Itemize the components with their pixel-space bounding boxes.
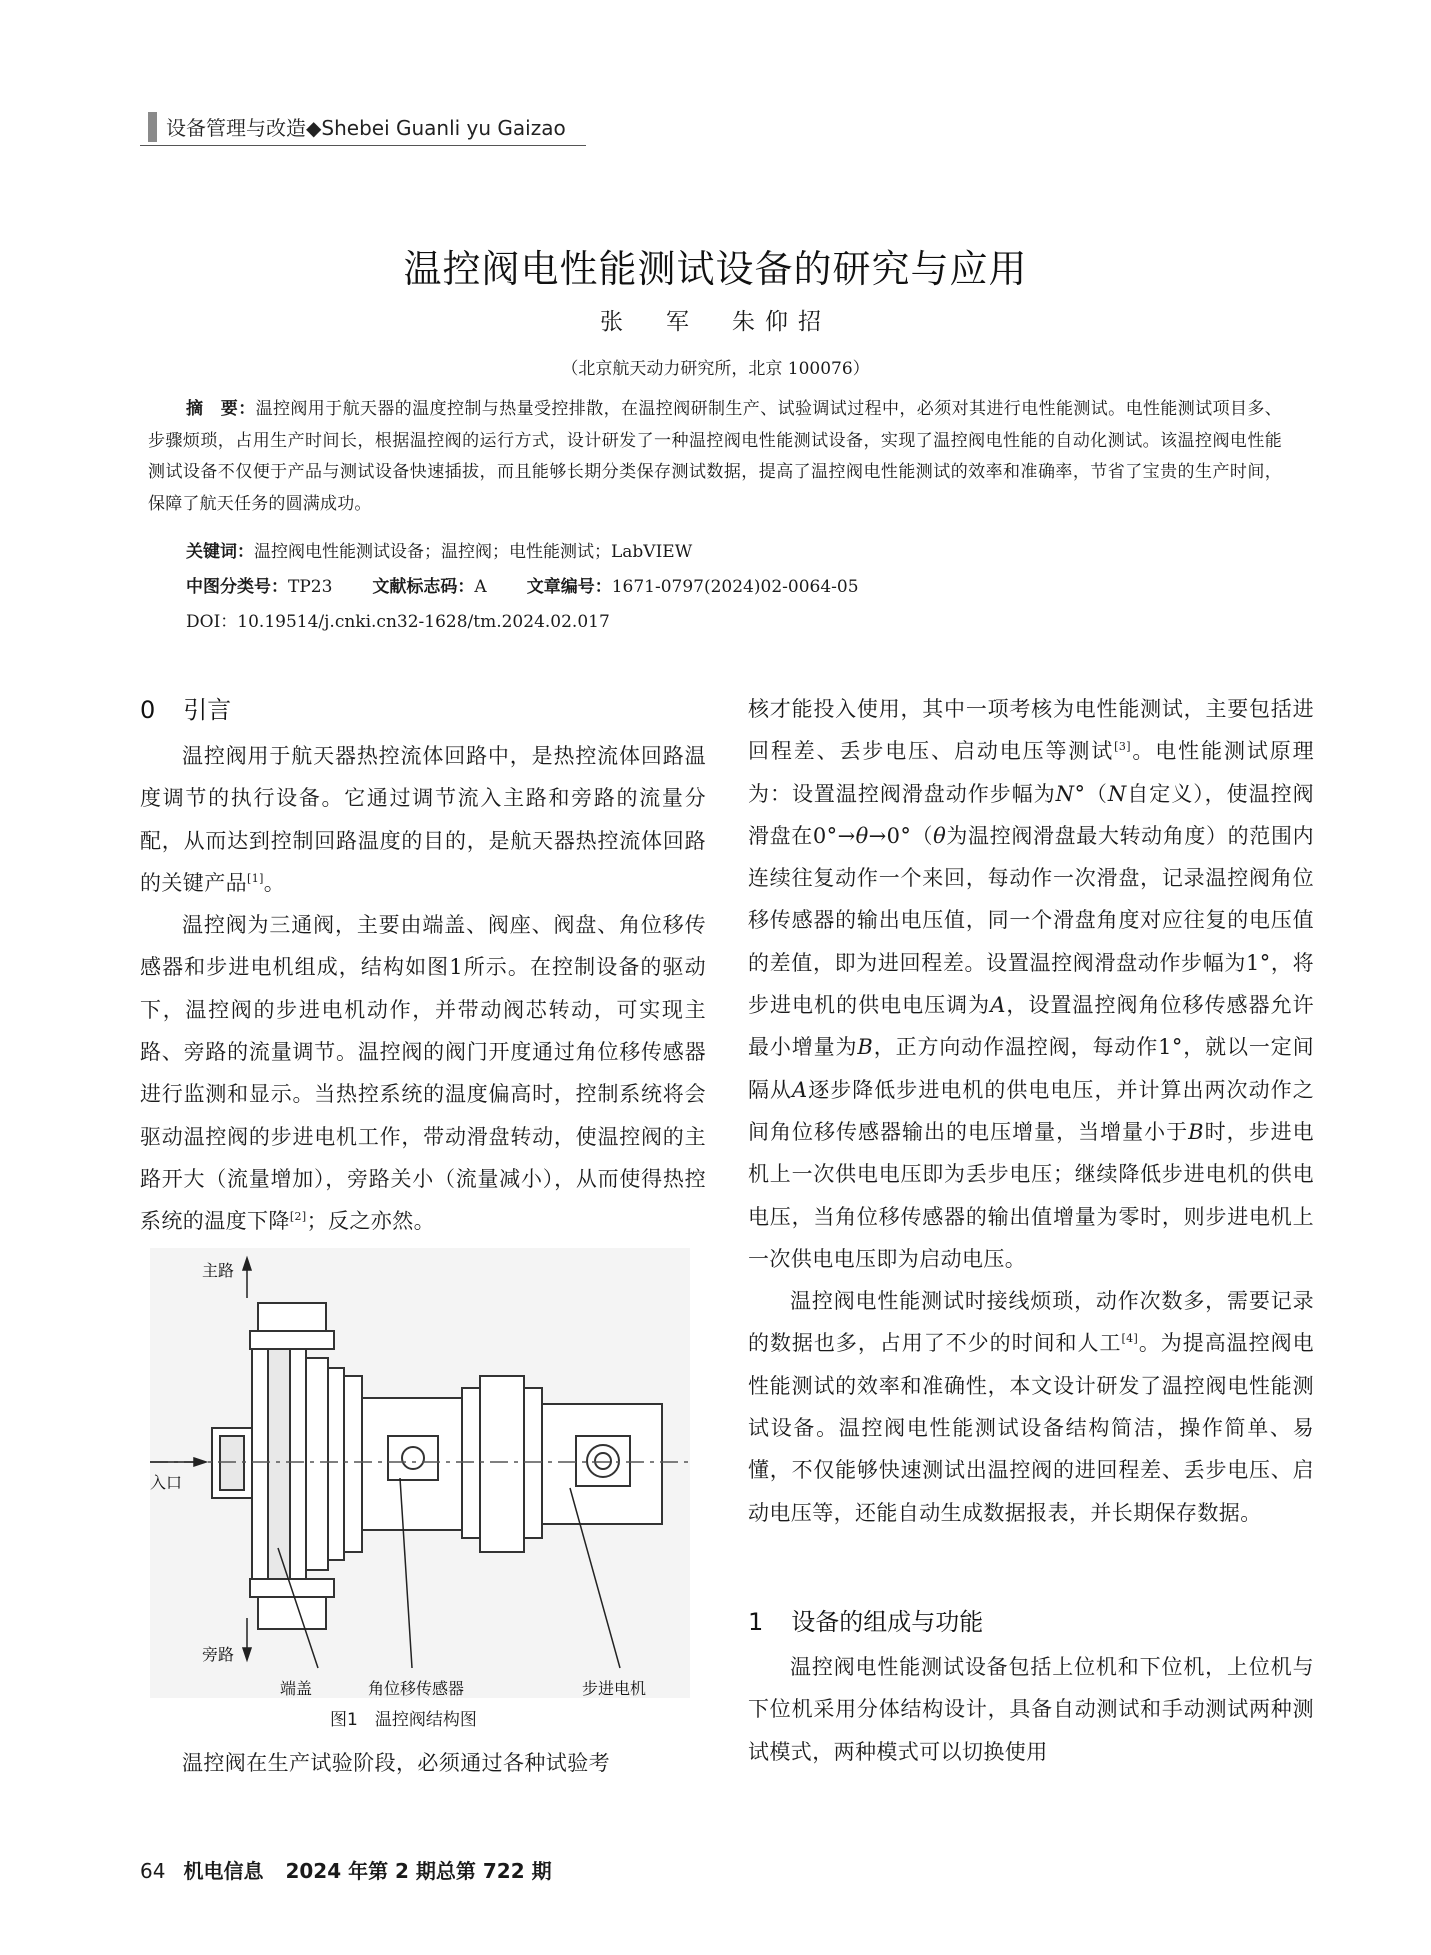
- citation[interactable]: [2]: [289, 1210, 307, 1224]
- label-main-path: 主路: [202, 1261, 235, 1280]
- header-pinyin: Shebei Guanli yu Gaizao: [321, 116, 566, 140]
- section-1-heading: [748, 1602, 983, 1637]
- section-1-number: 1: [748, 1608, 764, 1636]
- doi-value: 10.19514/j.cnki.cn32-1628/tm.2024.02.017: [237, 612, 610, 632]
- section-0-heading: [140, 690, 231, 725]
- right-column-text: [748, 688, 1314, 1534]
- section-0-number: 0: [140, 696, 156, 724]
- keywords-text: 温控阀电性能测试设备；温控阀；电性能测试；LabVIEW: [254, 542, 693, 562]
- page-footer: [140, 1855, 552, 1884]
- figure-caption: 图1 温控阀结构图: [330, 1710, 477, 1730]
- left-column-text: [140, 735, 706, 1243]
- right-column-tail: [748, 1646, 1314, 1773]
- article-no-label: 文章编号：: [526, 577, 612, 597]
- label-end-cap: 端盖: [280, 1679, 313, 1698]
- label-angular-sensor: 角位移传感器: [368, 1679, 465, 1698]
- header-section: 设备管理与改造: [166, 116, 306, 140]
- page-number: 64: [140, 1859, 166, 1883]
- clc-label: 中图分类号：: [186, 577, 288, 597]
- citation[interactable]: [3]: [1114, 740, 1131, 754]
- issue-info: 2024 年第 2 期总第 722 期: [285, 1859, 552, 1883]
- citation[interactable]: [4]: [1121, 1332, 1139, 1346]
- paragraph: 温控阀为三通阀，主要由端盖、阀座、阀盘、角位移传感器和步进电机组成，结构如图1所示。在控制设备的驱动下，温控阀的步进电机动作，并带动阀芯转动，可实现主路、旁路的流量调节。温控阀的阀门开度通过角位移传感器进行监测和显示。当热控系统的温度偏高时，控制系统将会驱动温控阀的步进电机工作，带动滑盘转动，使温控阀的主路开大（流量增加），旁路关小（流量减小），从而使得热控系统的温度下降[2]；反之亦然。: [140, 913, 706, 1234]
- left-column-tail: [140, 1742, 706, 1784]
- section-1-title: 设备的组成与功能: [791, 1608, 984, 1636]
- abstract-text: 温控阀用于航天器的温度控制与热量受控排散，在温控阀研制生产、试验调试过程中，必须对其进行电性能测试。电性能测试项目多、步骤烦琐，占用生产时间长，根据温控阀的运行方式，设计研发了一种温控阀电性能测试设备，实现了温控阀电性能的自动化测试。该温控阀电性能测试设备不仅便于产品与测试设备快速插拔，而且能够长期分类保存测试数据，提高了温控阀电性能测试的效率和准确率，节省了宝贵的生产时间，保障了航天任务的圆满成功。: [148, 399, 1282, 514]
- doi-label: DOI：: [186, 612, 238, 632]
- paragraph: 温控阀电性能测试设备包括上位机和下位机，上位机与下位机采用分体结构设计，具备自动测试和手动测试两种测试模式，两种模式可以切换使用: [748, 1655, 1314, 1764]
- journal-name: 机电信息: [183, 1859, 264, 1883]
- citation[interactable]: [1]: [247, 871, 264, 885]
- article-affiliation: （北京航天动力研究所，北京 100076）: [561, 359, 870, 379]
- header-rule: [140, 145, 586, 146]
- label-bypass: 旁路: [202, 1645, 235, 1664]
- keywords-label: 关键词：: [186, 542, 254, 562]
- article-authors: 张 军 朱仰招: [600, 309, 831, 335]
- abstract-label: 摘 要：: [186, 399, 256, 419]
- label-inlet: 入口: [150, 1473, 183, 1492]
- doc-code-label: 文献标志码：: [372, 577, 475, 597]
- paragraph: 温控阀用于航天器热控流体回路中，是热控流体回路温度调节的执行设备。它通过调节流入主路和旁路的流量分配，从而达到控制回路温度的目的，是航天器热控流体回路的关键产品[1]。: [140, 744, 706, 895]
- paragraph: 温控阀在生产试验阶段，必须通过各种试验考: [182, 1751, 610, 1775]
- valve-structure-figure: [150, 1248, 690, 1698]
- paragraph: 温控阀电性能测试时接线烦琐，动作次数多，需要记录的数据也多，占用了不少的时间和人工[4]。为提高温控阀电性能测试的效率和准确性，本文设计研发了温控阀电性能测试设备。温控阀电性能测试设备结构简洁，操作简单、易懂，不仅能够快速测试出温控阀的进回程差、丢步电压、启动电压等，还能自动生成数据报表，并长期保存数据。: [748, 1289, 1314, 1525]
- doc-code-value: A: [474, 577, 487, 597]
- keywords: [186, 537, 692, 562]
- clc-value: TP23: [288, 577, 333, 597]
- classification-line: [186, 572, 859, 597]
- article-title: 温控阀电性能测试设备的研究与应用: [403, 247, 1028, 291]
- header-separator: ◆: [306, 116, 322, 140]
- doi-line: [186, 607, 610, 632]
- section-0-title: 引言: [183, 696, 232, 724]
- header-bar: [148, 112, 157, 142]
- label-stepper-motor: 步进电机: [582, 1679, 647, 1698]
- running-header: [166, 112, 566, 141]
- abstract: [148, 394, 1282, 520]
- article-no-value: 1671-0797(2024)02-0064-05: [611, 577, 859, 597]
- paragraph: 核才能投入使用，其中一项考核为电性能测试，主要包括进回程差、丢步电压、启动电压等测试[3]。电性能测试原理为：设置温控阀滑盘动作步幅为N°（N自定义），使温控阀滑盘在0°→θ→0°（θ为温控阀滑盘最大转动角度）的范围内连续往复动作一个来回，每动作一次滑盘，记录温控阀角位移传感器的输出电压值，同一个滑盘角度对应往复的电压值的差值，即为进回程差。设置温控阀滑盘动作步幅为1°，将步进电机的供电电压调为A，设置温控阀角位移传感器允许最小增量为B，正方向动作温控阀，每动作1°，就以一定间隔从A逐步降低步进电机的供电电压，并计算出两次动作之间角位移传感器输出的电压增量，当增量小于B时，步进电机上一次供电电压即为丢步电压；继续降低步进电机的供电电压，当角位移传感器的输出值增量为零时，则步进电机上一次供电电压即为启动电压。: [748, 697, 1315, 1271]
